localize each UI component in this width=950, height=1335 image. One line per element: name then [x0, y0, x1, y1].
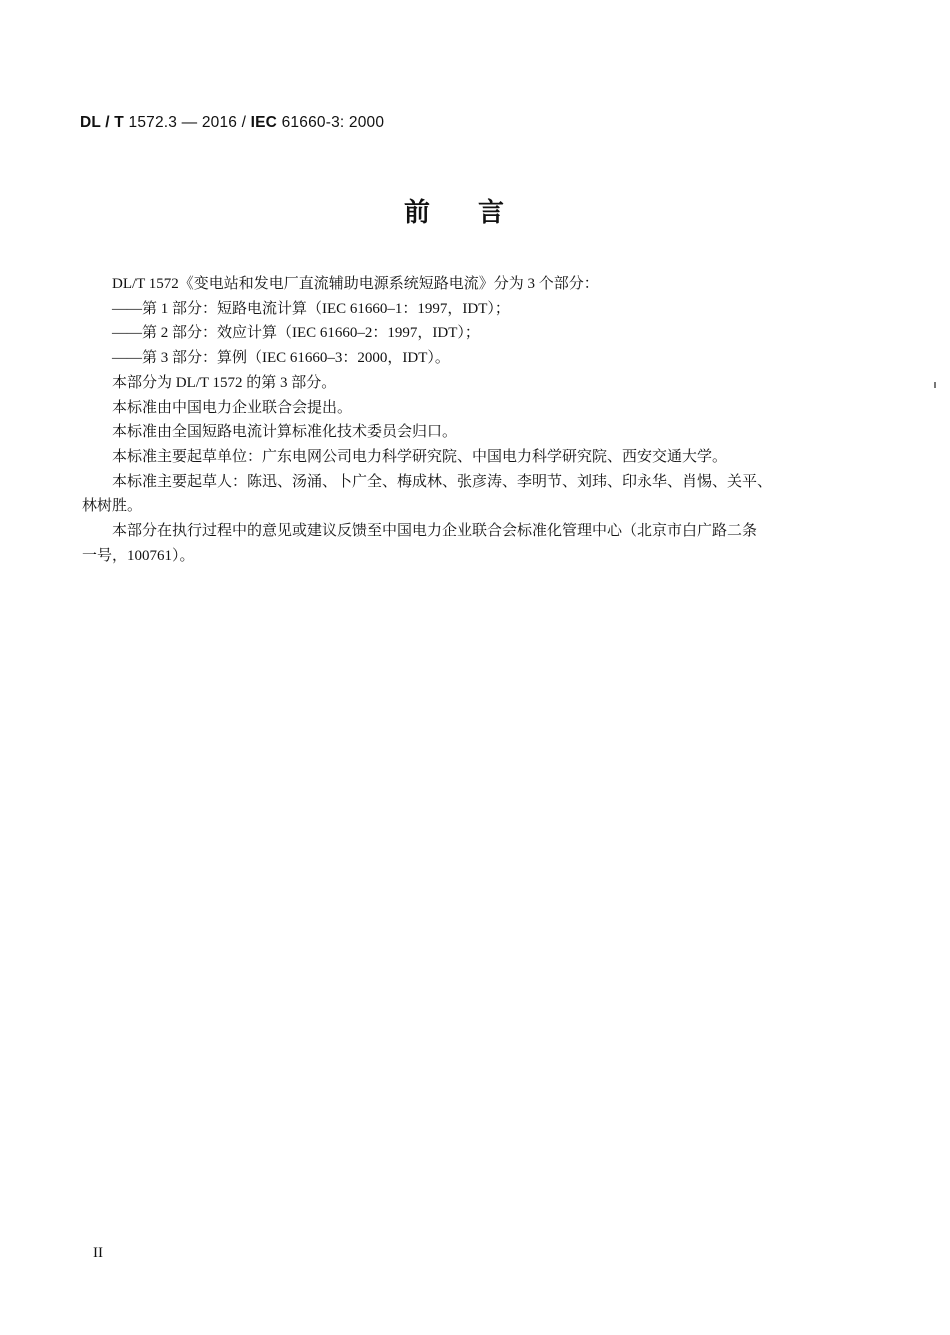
paragraph-committee: 本标准由全国短路电流计算标准化技术委员会归口。	[112, 424, 458, 441]
paragraph-feedback: 本部分在执行过程中的意见或建议反馈至中国电力企业联合会标准化管理中心（北京市白广路二条	[112, 523, 758, 540]
paragraph-proposer: 本标准由中国电力企业联合会提出。	[112, 399, 353, 416]
paragraph-feedback-continued: 一号，100761）。	[82, 547, 195, 564]
standard-code-header	[80, 114, 384, 132]
scan-mark	[934, 382, 936, 388]
standard-code-number: 1572.3 — 2016 /	[128, 114, 247, 131]
list-item-part-2: ——第 2 部分：效应计算（IEC 61660–2：1997，IDT）；	[112, 325, 480, 342]
paragraph-this-part: 本部分为 DL/T 1572 的第 3 部分。	[112, 374, 337, 391]
page-number: II	[93, 1245, 103, 1261]
paragraph-drafters-continued: 林树胜。	[82, 498, 143, 515]
list-item-part-3: ——第 3 部分：算例（IEC 61660–3：2000，IDT）。	[112, 350, 450, 367]
iec-code-prefix: IEC	[250, 114, 278, 131]
standard-code-prefix: DL / T	[80, 114, 124, 131]
page-title: 前言	[403, 198, 552, 228]
paragraph-parts-intro: DL/T 1572《变电站和发电厂直流辅助电源系统短路电流》分为 3 个部分：	[112, 276, 599, 292]
iec-code-number: 61660-3: 2000	[281, 114, 385, 131]
foreword-body	[82, 272, 842, 568]
paragraph-drafting-units: 本标准主要起草单位：广东电网公司电力科学研究院、中国电力科学研究院、西安交通大学。	[112, 448, 728, 465]
paragraph-drafters: 本标准主要起草人：陈迅、汤涌、卜广全、梅成林、张彦涛、李明节、刘玮、印永华、肖惕、关平、	[112, 473, 773, 490]
list-item-part-1: ——第 1 部分：短路电流计算（IEC 61660–1：1997，IDT）；	[112, 300, 510, 317]
